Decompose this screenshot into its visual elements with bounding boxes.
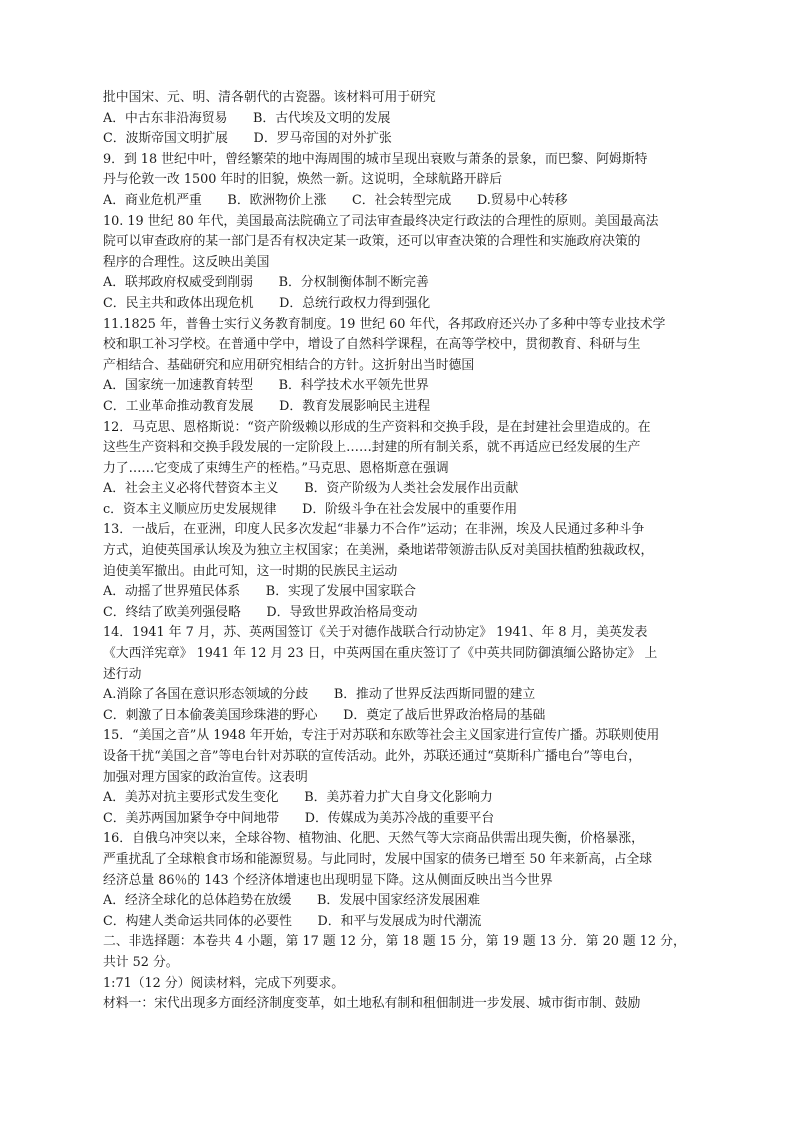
option-line: C．波斯帝国文明扩展 D．罗马帝国的对外扩张: [103, 131, 392, 147]
text-line: 迫使美军撤出。由此可知，这一时期的民族民主运动: [103, 563, 398, 579]
question-14-stem: 14．1941 年 7 月，苏、英两国签订《关于对德作战联合行动协定》 1941、年 8 月，美英发表: [103, 625, 648, 641]
section-heading: 二、非选择题：本卷共 4 小题，第 17 题 12 分，第 18 题 15 分，第 19 题 13 分．第 20 题 12 分，: [103, 934, 686, 950]
text-line: 丹与伦敦一改 1500 年时的旧貌，焕然一新。这说明，全球航路开辟后: [103, 172, 503, 188]
text-line: 加强对理方国家的政治宣传。这表明: [103, 769, 308, 785]
question-9-stem: 9．到 18 世纪中叶，曾经繁荣的地中海周围的城市呈现出衰败与萧条的景象，而巴黎、阿姆斯特: [103, 151, 648, 167]
text-line: 《大西洋宪章》 1941 年 12 月 23 日，中英两国在重庆签订了《中英共同防御滇缅公路协定》 上: [103, 646, 658, 662]
option-line: C．终结了欧美列强侵略 D．导致世界政治格局变动: [103, 604, 418, 620]
text-line: 这些生产资料和交换手段发展的一定阶段上……封建的所有制关系，就不再适应已经发展的生产: [103, 440, 641, 456]
option-line: A．动摇了世界殖民体系 B．实现了发展中国家联合: [103, 584, 416, 600]
text-line: 力了……它变成了束缚生产的桎梏。”马克思、恩格斯意在强调: [103, 460, 449, 476]
question-10-stem: 10. 19 世纪 80 年代，美国最高法院确立了司法审查最终决定行政法的合理性的原则。美国最高法: [103, 213, 659, 229]
text-line: 设备干扰“美国之音”等电台针对苏联的宣传活动。此外，苏联还通过“莫斯科广播电台”等电台，: [103, 749, 642, 764]
option-line: A．社会主义必将代替资本主义 B．资产阶级为人类社会发展作出贡献: [103, 481, 519, 497]
option-line: C．美苏两国加紧争夺中间地带 D．传媒成为美苏冷战的重要平台: [103, 810, 495, 826]
text-line: 共计 52 分。: [103, 954, 179, 970]
option-line: C．刺激了日本偷袭美国珍珠港的野心 D．奠定了战后世界政治格局的基础: [103, 707, 546, 723]
option-line: C．构建人类命运共同体的必要性 D．和平与发展成为时代潮流: [103, 913, 482, 929]
text-line: 经济总量 86％的 143 个经济体增速也出现明显下降。这从侧面反映出当今世界: [103, 872, 553, 888]
option-line: A．美苏对抗主要形式发生变化 B．美苏着力扩大自身文化影响力: [103, 790, 493, 806]
question-12-stem: 12．马克思、恩格斯说：“资产阶级赖以形成的生产资料和交换手段，是在封建社会里造成的。在: [103, 419, 651, 435]
text-line: 述行动: [103, 666, 142, 682]
question-17-stem: 1:71（12 分）阅读材料，完成下列要求。: [103, 975, 345, 991]
option-line: A．国家统一加速教育转型 B．科学技术水平领先世界: [103, 378, 429, 394]
option-line: A．商业危机严重 B．欧洲物价上涨 C．社会转型完成 D.贸易中心转移: [103, 192, 568, 208]
question-11-stem: 11.1825 年，普鲁士实行义务教育制度。19 世纪 60 年代，各邦政府还兴办了多种中等专业技术学: [103, 316, 666, 332]
text-line: 院可以审查政府的某一部门是否有权决定某一政策，还可以审查决策的合理性和实施政府决策的: [103, 234, 641, 250]
material-line: 材料一：宋代出现多方面经济制度变革，如土地私有制和租佃制进一步发展、城市街市制、鼓励: [103, 996, 641, 1012]
option-line: C．工业革命推动教育发展 D．教育发展影响民主进程: [103, 398, 431, 414]
document-body: [103, 88, 703, 1015]
question-13-stem: 13．一战后，在亚洲，印度人民多次发起“非暴力不合作”运动；在非洲，埃及人民通过多种斗争: [103, 522, 645, 538]
text-line: 程序的合理性。这反映出美国: [103, 254, 270, 270]
question-16-stem: 16．自俄乌冲突以来，全球谷物、植物油、化肥、天然气等大宗商品供需出现失衡，价格暴涨，: [103, 831, 644, 847]
option-line: A．联邦政府权威受到削弱 B．分权制衡体制不断完善: [103, 275, 429, 291]
text-line: 批中国宋、元、明、清各朝代的古瓷器。该材料可用于研究: [103, 90, 436, 105]
question-15-stem: 15．“美国之音”从 1948 年开始，专注于对苏联和东欧等社会主义国家进行宣传广播。苏联则使用: [103, 728, 660, 744]
text-line: 产相结合、基础研究和应用研究相结合的方针。这折射出当时德国: [103, 357, 475, 373]
text-line: 严重扰乱了全球粮食市场和能源贸易。与此同时，发展中国家的债务已增至 50 年来新高，占全球: [103, 851, 653, 867]
text-line: 方式，迫使英国承认埃及为独立主权国家；在美洲，桑地诺带领游击队反对美国扶植酌独裁政权，: [103, 543, 654, 559]
option-line: A.消除了各国在意识形态领域的分歧 B．推动了世界反法西斯同盟的建立: [103, 687, 536, 703]
option-line: A．经济全球化的总体趋势在放缓 B．发展中国家经济发展困难: [103, 893, 480, 909]
option-line: A．中古东非沿海贸易 B．古代埃及文明的发展: [103, 110, 391, 126]
option-line: c．资本主义顺应历史发展规律 D．阶级斗争在社会发展中的重要作用: [103, 501, 518, 517]
option-line: C．民主共和政体出现危机 D．总统行政权力得到强化: [103, 295, 431, 311]
text-line: 校和职工补习学校。在普通中学中，增设了自然科学课程，在高等学校中，贯彻教育、科研与生: [103, 337, 641, 353]
